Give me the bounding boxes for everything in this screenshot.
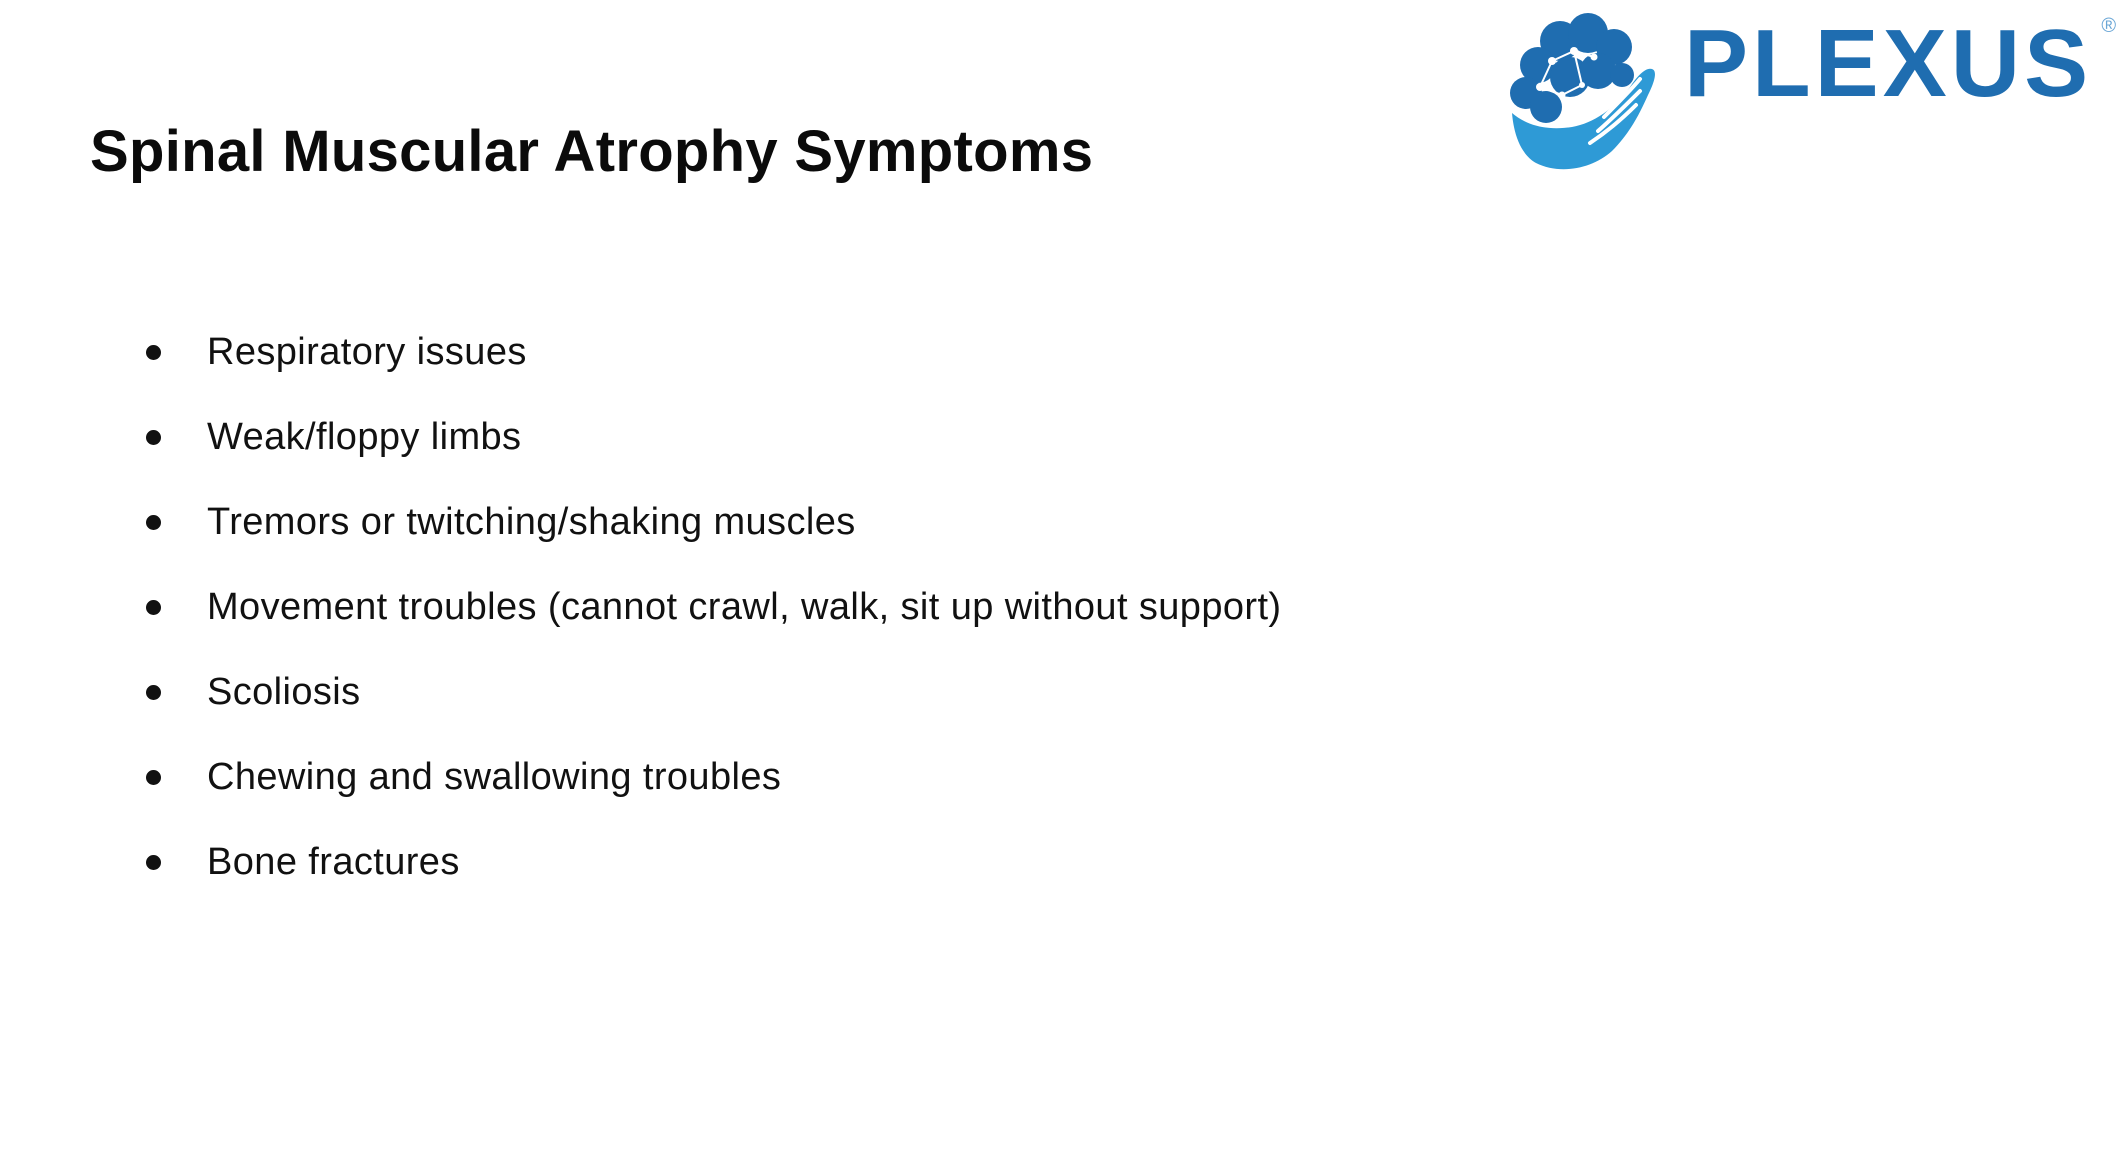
logo-wordmark <box>1684 9 2116 119</box>
list-item <box>142 735 1281 820</box>
list-item <box>142 565 1281 650</box>
bullet-dot-icon <box>146 600 161 615</box>
bullet-dot-icon <box>146 770 161 785</box>
list-item <box>142 480 1281 565</box>
list-item <box>142 395 1281 480</box>
list-item-text: Chewing and swallowing troubles <box>207 756 782 798</box>
brain-in-hand-icon <box>1490 5 1670 185</box>
bullet-dot-icon <box>146 685 161 700</box>
list-item-text: Respiratory issues <box>207 331 527 373</box>
plexus-logo <box>1490 0 2116 190</box>
list-item <box>142 650 1281 735</box>
slide-title: Spinal Muscular Atrophy Symptoms <box>90 119 1094 184</box>
bullet-dot-icon <box>146 855 161 870</box>
registered-mark: ® <box>2101 15 2116 37</box>
bullet-dot-icon <box>146 345 161 360</box>
logo-wordmark-text: PLEXUS <box>1684 10 2093 117</box>
list-item-text: Scoliosis <box>207 671 361 713</box>
list-item-text: Tremors or twitching/shaking muscles <box>207 501 856 543</box>
list-item <box>142 820 1281 905</box>
bullet-dot-icon <box>146 515 161 530</box>
bullet-dot-icon <box>146 430 161 445</box>
list-item <box>142 310 1281 395</box>
list-item-text: Bone fractures <box>207 841 460 883</box>
list-item-text: Weak/floppy limbs <box>207 416 522 458</box>
list-item-text: Movement troubles (cannot crawl, walk, sit up without support) <box>207 586 1282 628</box>
symptom-list <box>142 310 1281 905</box>
